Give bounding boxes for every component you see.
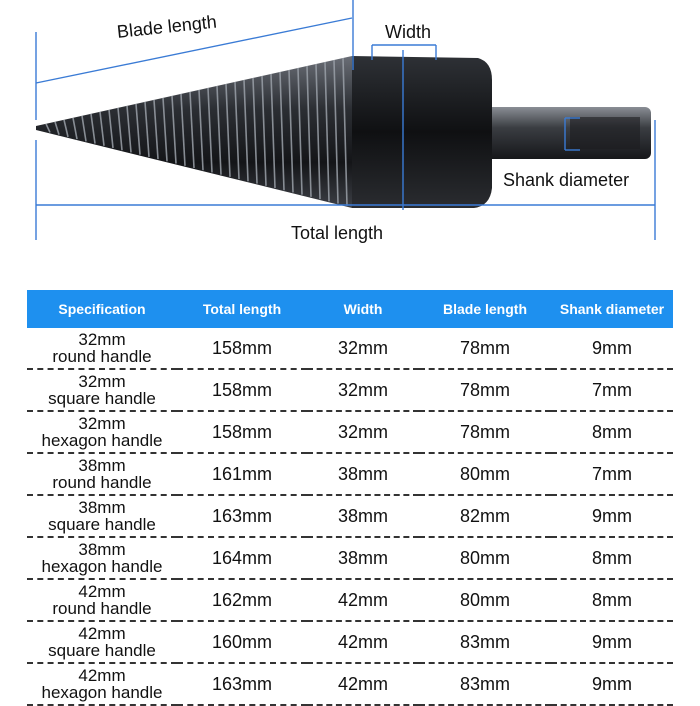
cell-blade-length: 80mm: [419, 579, 551, 621]
header-blade-length: Blade length: [419, 290, 551, 328]
cell-total-length: 158mm: [177, 369, 307, 411]
cell-specification: [27, 328, 177, 369]
cell-specification: [27, 369, 177, 411]
spec-handle-type: round handle: [52, 599, 152, 618]
product-diagram: [0, 0, 700, 260]
cell-width: 32mm: [307, 369, 419, 411]
spec-size: 42mm: [78, 582, 126, 601]
spec-handle-type: hexagon handle: [41, 683, 163, 702]
cell-specification: [27, 453, 177, 495]
cell-specification: [27, 537, 177, 579]
cell-width: 38mm: [307, 495, 419, 537]
table-row: [27, 537, 673, 579]
cell-total-length: 158mm: [177, 411, 307, 453]
table-row: [27, 453, 673, 495]
cell-blade-length: 78mm: [419, 328, 551, 369]
cell-total-length: 161mm: [177, 453, 307, 495]
cell-shank-diameter: 8mm: [551, 411, 673, 453]
shank-diameter-label: Shank diameter: [503, 170, 630, 190]
table-row: [27, 328, 673, 369]
cell-shank-diameter: 9mm: [551, 495, 673, 537]
cell-blade-length: 80mm: [419, 453, 551, 495]
header-specification: Specification: [27, 290, 177, 328]
body-shape: [352, 56, 492, 208]
cell-shank-diameter: 9mm: [551, 663, 673, 705]
spec-size: 38mm: [78, 498, 126, 517]
spec-handle-type: round handle: [52, 473, 152, 492]
spec-handle-type: square handle: [48, 641, 156, 660]
cell-width: 38mm: [307, 453, 419, 495]
cell-total-length: 163mm: [177, 663, 307, 705]
header-shank-diameter: Shank diameter: [551, 290, 673, 328]
spec-size: 32mm: [78, 414, 126, 433]
spec-handle-type: square handle: [48, 389, 156, 408]
table-row: [27, 411, 673, 453]
cell-specification: [27, 579, 177, 621]
spec-handle-type: round handle: [52, 347, 152, 366]
cell-blade-length: 78mm: [419, 411, 551, 453]
spec-size: 32mm: [78, 372, 126, 391]
cell-specification: [27, 663, 177, 705]
cell-blade-length: 82mm: [419, 495, 551, 537]
cell-width: 32mm: [307, 411, 419, 453]
cell-total-length: 162mm: [177, 579, 307, 621]
cell-width: 42mm: [307, 579, 419, 621]
table-header-row: [27, 290, 673, 328]
cell-blade-length: 83mm: [419, 663, 551, 705]
cell-shank-diameter: 8mm: [551, 537, 673, 579]
cell-shank-diameter: 9mm: [551, 328, 673, 369]
table-row: [27, 495, 673, 537]
cell-total-length: 158mm: [177, 328, 307, 369]
cell-specification: [27, 411, 177, 453]
specification-table: [27, 290, 673, 706]
cell-shank-diameter: 8mm: [551, 579, 673, 621]
cone-shape: [36, 56, 352, 208]
spec-handle-type: hexagon handle: [41, 557, 163, 576]
cell-total-length: 163mm: [177, 495, 307, 537]
spec-size: 42mm: [78, 624, 126, 643]
drill-bit-illustration: [0, 0, 700, 260]
table-row: [27, 579, 673, 621]
cell-blade-length: 78mm: [419, 369, 551, 411]
cell-shank-diameter: 7mm: [551, 369, 673, 411]
header-total-length: Total length: [177, 290, 307, 328]
cell-shank-diameter: 7mm: [551, 453, 673, 495]
spec-size: 38mm: [78, 456, 126, 475]
cell-width: 38mm: [307, 537, 419, 579]
table-row: [27, 621, 673, 663]
cell-width: 42mm: [307, 621, 419, 663]
blade-length-label: Blade length: [116, 11, 218, 42]
spec-size: 38mm: [78, 540, 126, 559]
spec-size: 42mm: [78, 666, 126, 685]
cell-shank-diameter: 9mm: [551, 621, 673, 663]
cell-width: 42mm: [307, 663, 419, 705]
table-row: [27, 369, 673, 411]
table-row: [27, 663, 673, 705]
spec-size: 32mm: [78, 330, 126, 349]
cell-specification: [27, 621, 177, 663]
total-length-label: Total length: [291, 223, 384, 243]
spec-handle-type: square handle: [48, 515, 156, 534]
width-label: Width: [385, 22, 432, 42]
header-width: Width: [307, 290, 419, 328]
cell-specification: [27, 495, 177, 537]
cell-blade-length: 80mm: [419, 537, 551, 579]
cell-total-length: 164mm: [177, 537, 307, 579]
cell-blade-length: 83mm: [419, 621, 551, 663]
cell-total-length: 160mm: [177, 621, 307, 663]
spec-handle-type: hexagon handle: [41, 431, 163, 450]
cell-width: 32mm: [307, 328, 419, 369]
